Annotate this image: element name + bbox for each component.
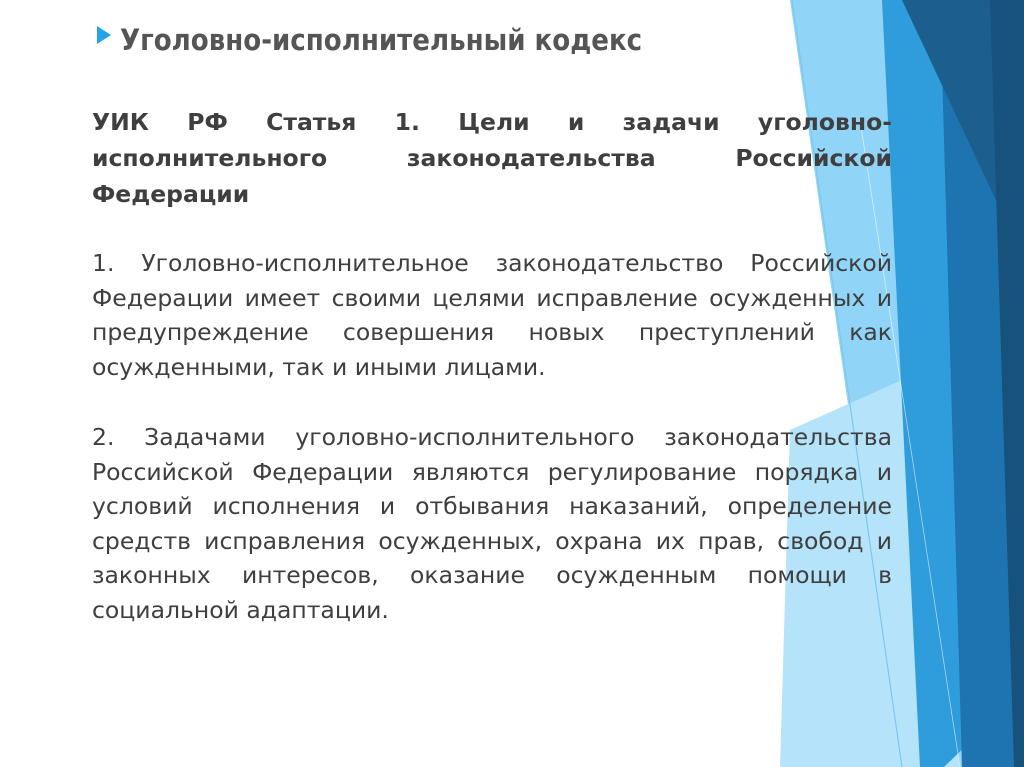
slide-title: Уголовно-исполнительный кодекс <box>120 23 643 57</box>
slide-accent-arrow-icon <box>0 0 120 100</box>
article-heading: УИК РФ Статья 1. Цели и задачи уголовно-исполнительного законодательства Российской Федерации <box>92 108 892 208</box>
article-paragraph-2: 2. Задачами уголовно-исполнительного законодательства Российской Федерации являются регулирование порядка и условий исполнения и отбывания наказаний, определение средств исправления осужденных, охрана их прав, свобод и законных интересов, оказание осужденным помощи в социальной адаптации. <box>92 423 892 624</box>
slide-body <box>92 104 892 627</box>
article-paragraph-1: 1. Уголовно-исполнительное законодательство Российской Федерации имеет своими целями исправление осужденных и предупреждение совершения новых преступлений как осужденными, так и иными лицами. <box>92 249 892 381</box>
